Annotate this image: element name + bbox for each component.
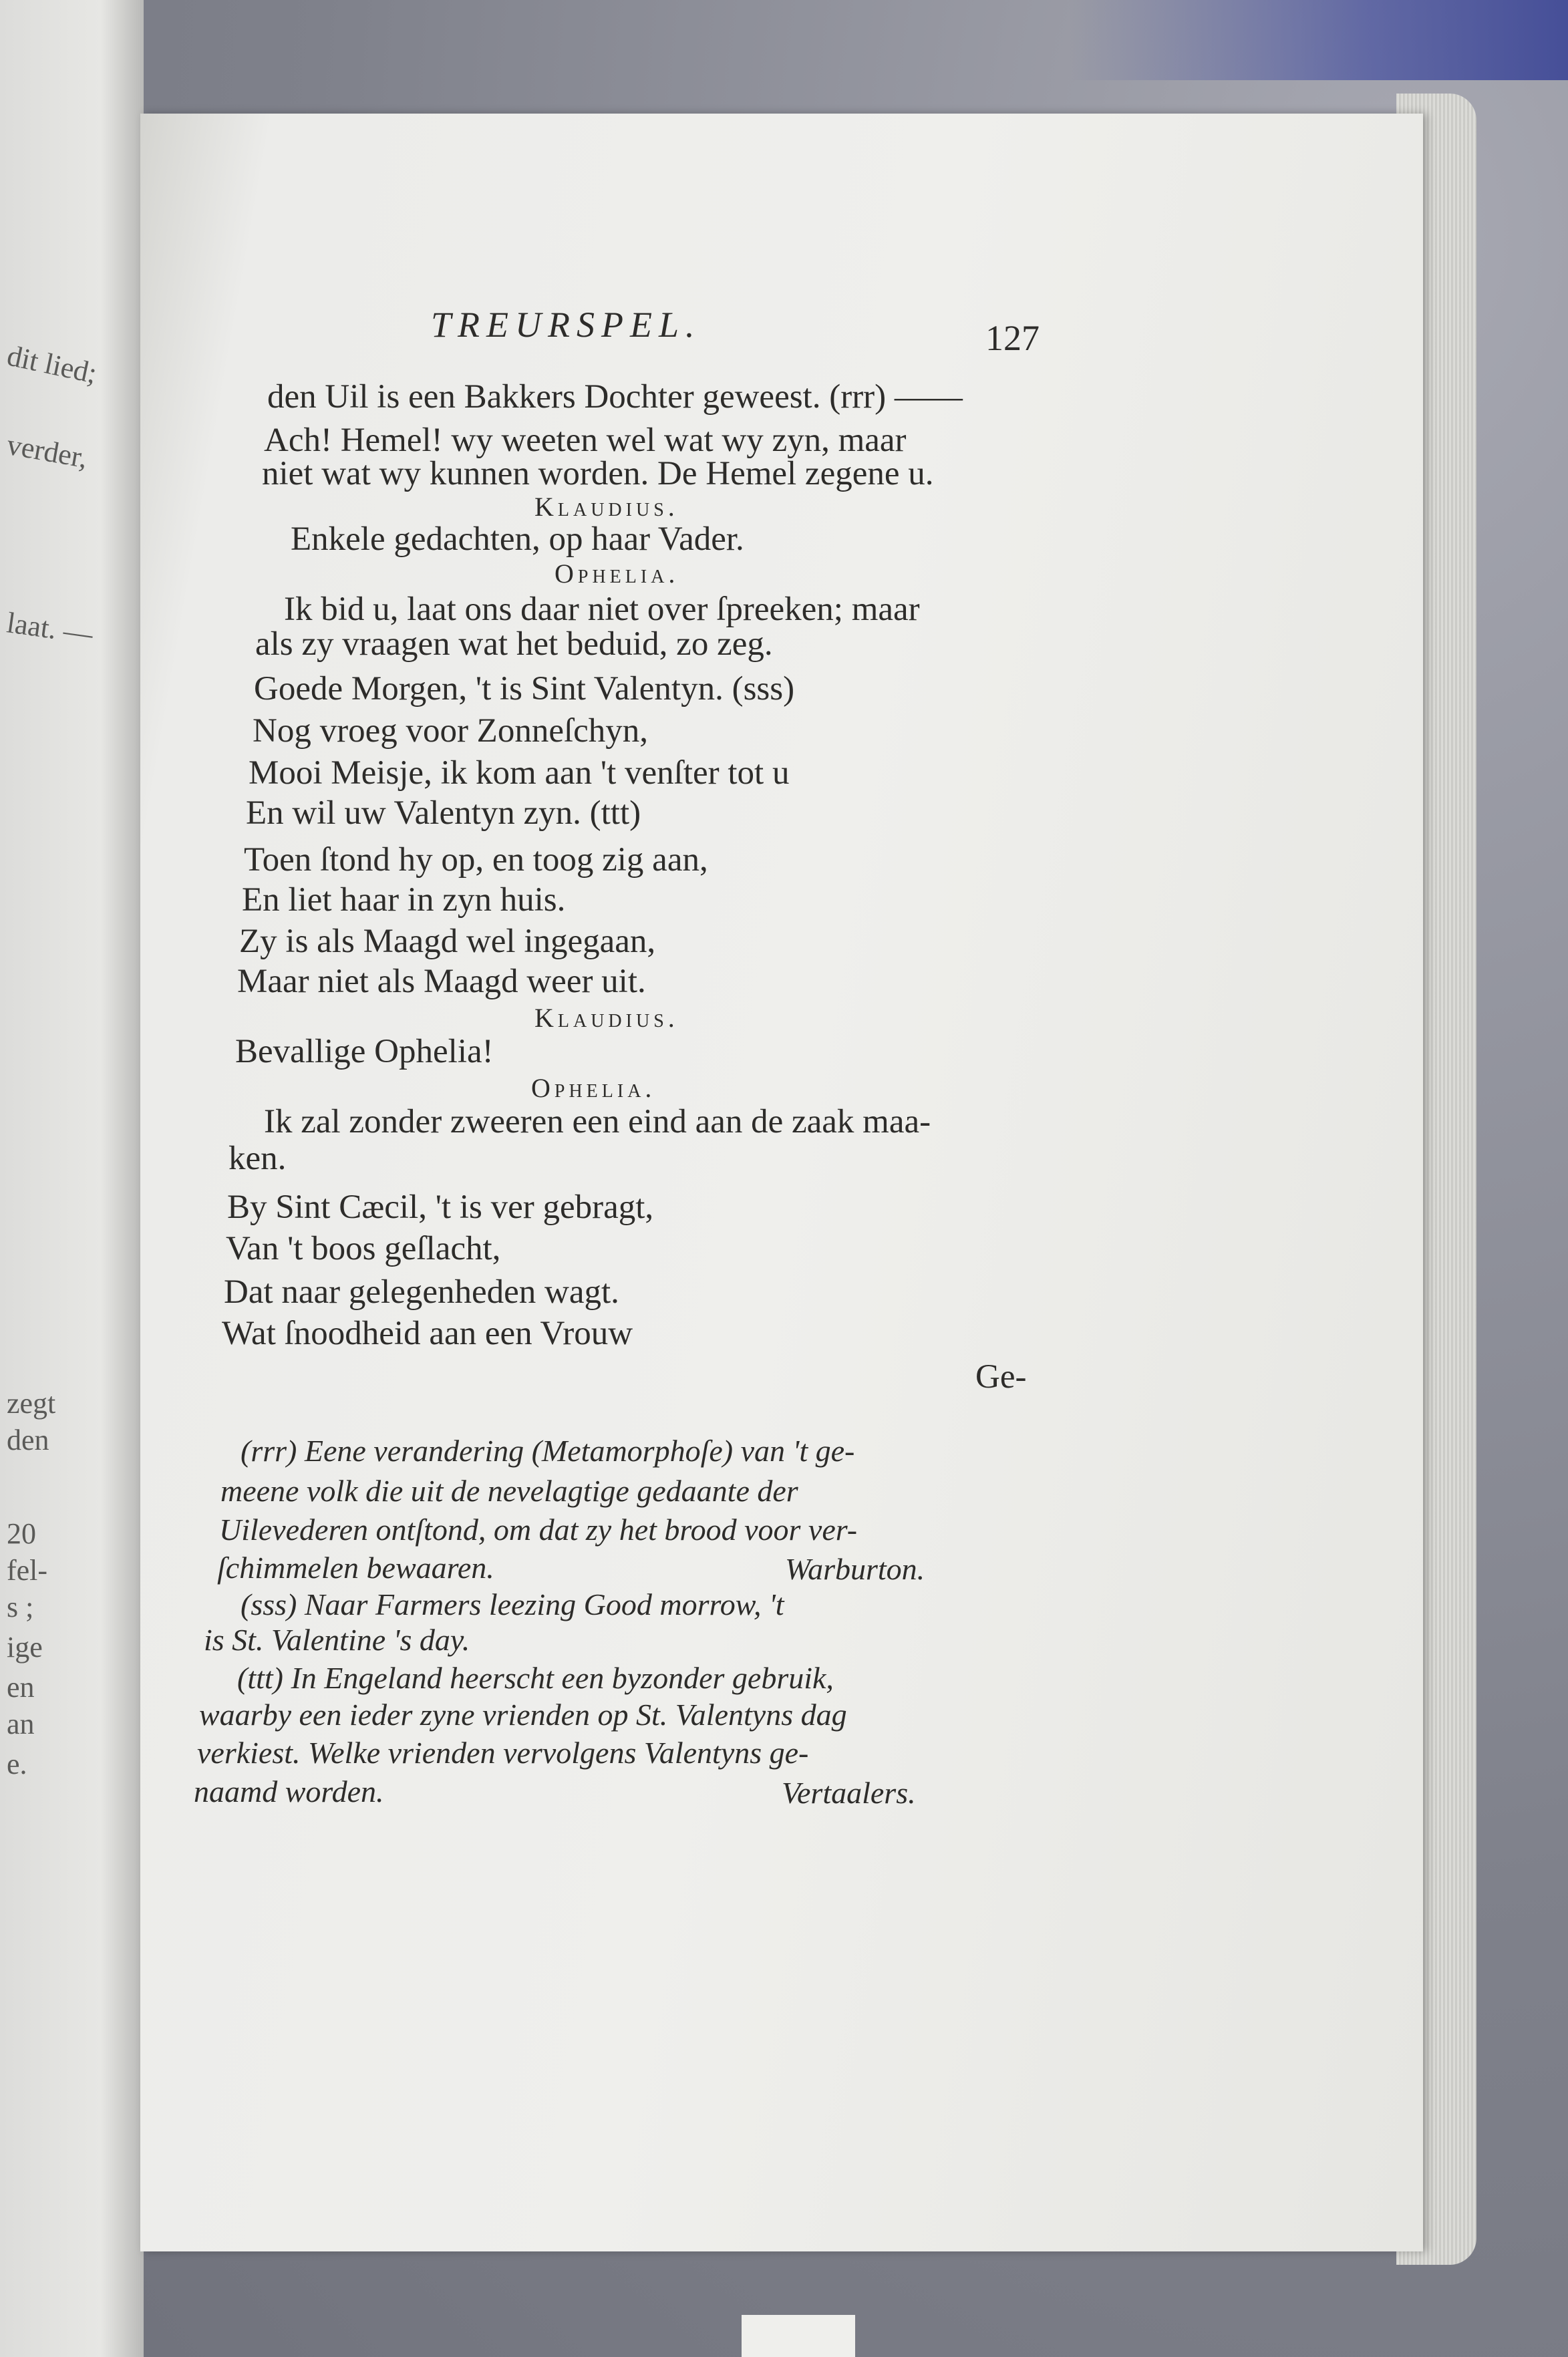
- footnote-line: Uilevederen ontſtond, om dat zy het brood voor ver-: [219, 1513, 858, 1547]
- speaker-name: Ophelia.: [531, 1073, 656, 1103]
- text-line: niet wat wy kunnen worden. De Hemel zegene u.: [262, 455, 934, 492]
- footnote-attribution: Vertaalers.: [782, 1776, 916, 1810]
- text-line: Ach! Hemel! wy weeten wel wat wy zyn, maar: [264, 422, 907, 459]
- text-line: Van 't boos geſlacht,: [226, 1230, 501, 1267]
- page-number: 127: [985, 318, 1040, 358]
- speaker-name: Klaudius.: [534, 1003, 679, 1033]
- footnote-line: verkiest. Welke vrienden vervolgens Valentyns ge-: [197, 1736, 809, 1770]
- left-fragment: den: [7, 1424, 49, 1456]
- footnote-line: naamd worden.: [194, 1774, 384, 1809]
- speaker-name: Klaudius.: [534, 492, 679, 522]
- left-fragment: s ;: [7, 1591, 34, 1623]
- footnote-line: is St. Valentine 's day.: [204, 1623, 470, 1657]
- text-line: Ik zal zonder zweeren een eind aan de zaak maa-: [264, 1103, 931, 1140]
- text-line: Dat naar gelegenheden wagt.: [224, 1273, 619, 1311]
- left-fragment: e.: [7, 1748, 27, 1780]
- left-fragment: 20: [7, 1517, 36, 1550]
- text-line: ken.: [228, 1140, 287, 1177]
- footnote-line: (rrr) Eene verandering (Metamorphoſe) van 't ge-: [241, 1434, 855, 1468]
- running-head: TREURSPEL.: [431, 305, 701, 345]
- text-line: Enkele gedachten, op haar Vader.: [291, 520, 744, 558]
- footnote-line: ſchimmelen bewaaren.: [217, 1551, 494, 1585]
- footnote-attribution: Warburton.: [785, 1552, 925, 1586]
- speaker-name: Ophelia.: [555, 559, 679, 589]
- text-line: den Uil is een Bakkers Dochter geweest. (rrr) ——: [267, 378, 963, 416]
- text-line: Zy is als Maagd wel ingegaan,: [239, 923, 656, 960]
- left-fragment: en: [7, 1671, 35, 1704]
- footnote-line: (ttt) In Engeland heerscht een byzonder gebruik,: [237, 1661, 834, 1695]
- text-line: Ik bid u, laat ons daar niet over ſpreeken; maar: [284, 591, 920, 628]
- catchword: Ge-: [975, 1358, 1027, 1396]
- left-fragment: an: [7, 1708, 35, 1740]
- text-line: Maar niet als Maagd weer uit.: [237, 963, 646, 1000]
- left-fragment: verder,: [4, 428, 90, 475]
- blue-cloth-corner: [1069, 0, 1568, 80]
- paper-tab: [742, 2315, 855, 2357]
- left-fragment: zegt: [7, 1387, 56, 1420]
- footnote-line: (sss) Naar Farmers leezing Good morrow, 't: [241, 1587, 784, 1621]
- text-line: En liet haar in zyn huis.: [242, 881, 566, 919]
- text-line: Mooi Meisje, ik kom aan 't venſter tot u: [249, 754, 790, 792]
- left-fragment: laat. —: [5, 606, 96, 651]
- text-line: By Sint Cæcil, 't is ver gebragt,: [227, 1189, 654, 1226]
- text-line: En wil uw Valentyn zyn. (ttt): [246, 794, 641, 832]
- left-fragment: fel-: [7, 1554, 48, 1587]
- footnote-line: waarby een ieder zyne vrienden op St. Valentyns dag: [199, 1698, 847, 1732]
- footnote-line: meene volk die uit de nevelagtige gedaante der: [220, 1474, 798, 1508]
- text-line: Toen ſtond hy op, en toog zig aan,: [244, 841, 708, 879]
- left-fragment: ige: [7, 1631, 43, 1664]
- left-page: [0, 0, 144, 2357]
- text-line: Goede Morgen, 't is Sint Valentyn. (sss): [254, 670, 795, 708]
- text-line: Wat ſnoodheid aan een Vrouw: [222, 1315, 633, 1352]
- left-fragment: dit lied;: [4, 339, 100, 390]
- text-line: Nog vroeg voor Zonneſchyn,: [253, 712, 649, 750]
- text-line: Bevallige Ophelia!: [235, 1033, 494, 1070]
- text-line: als zy vraagen wat het beduid, zo zeg.: [255, 625, 773, 663]
